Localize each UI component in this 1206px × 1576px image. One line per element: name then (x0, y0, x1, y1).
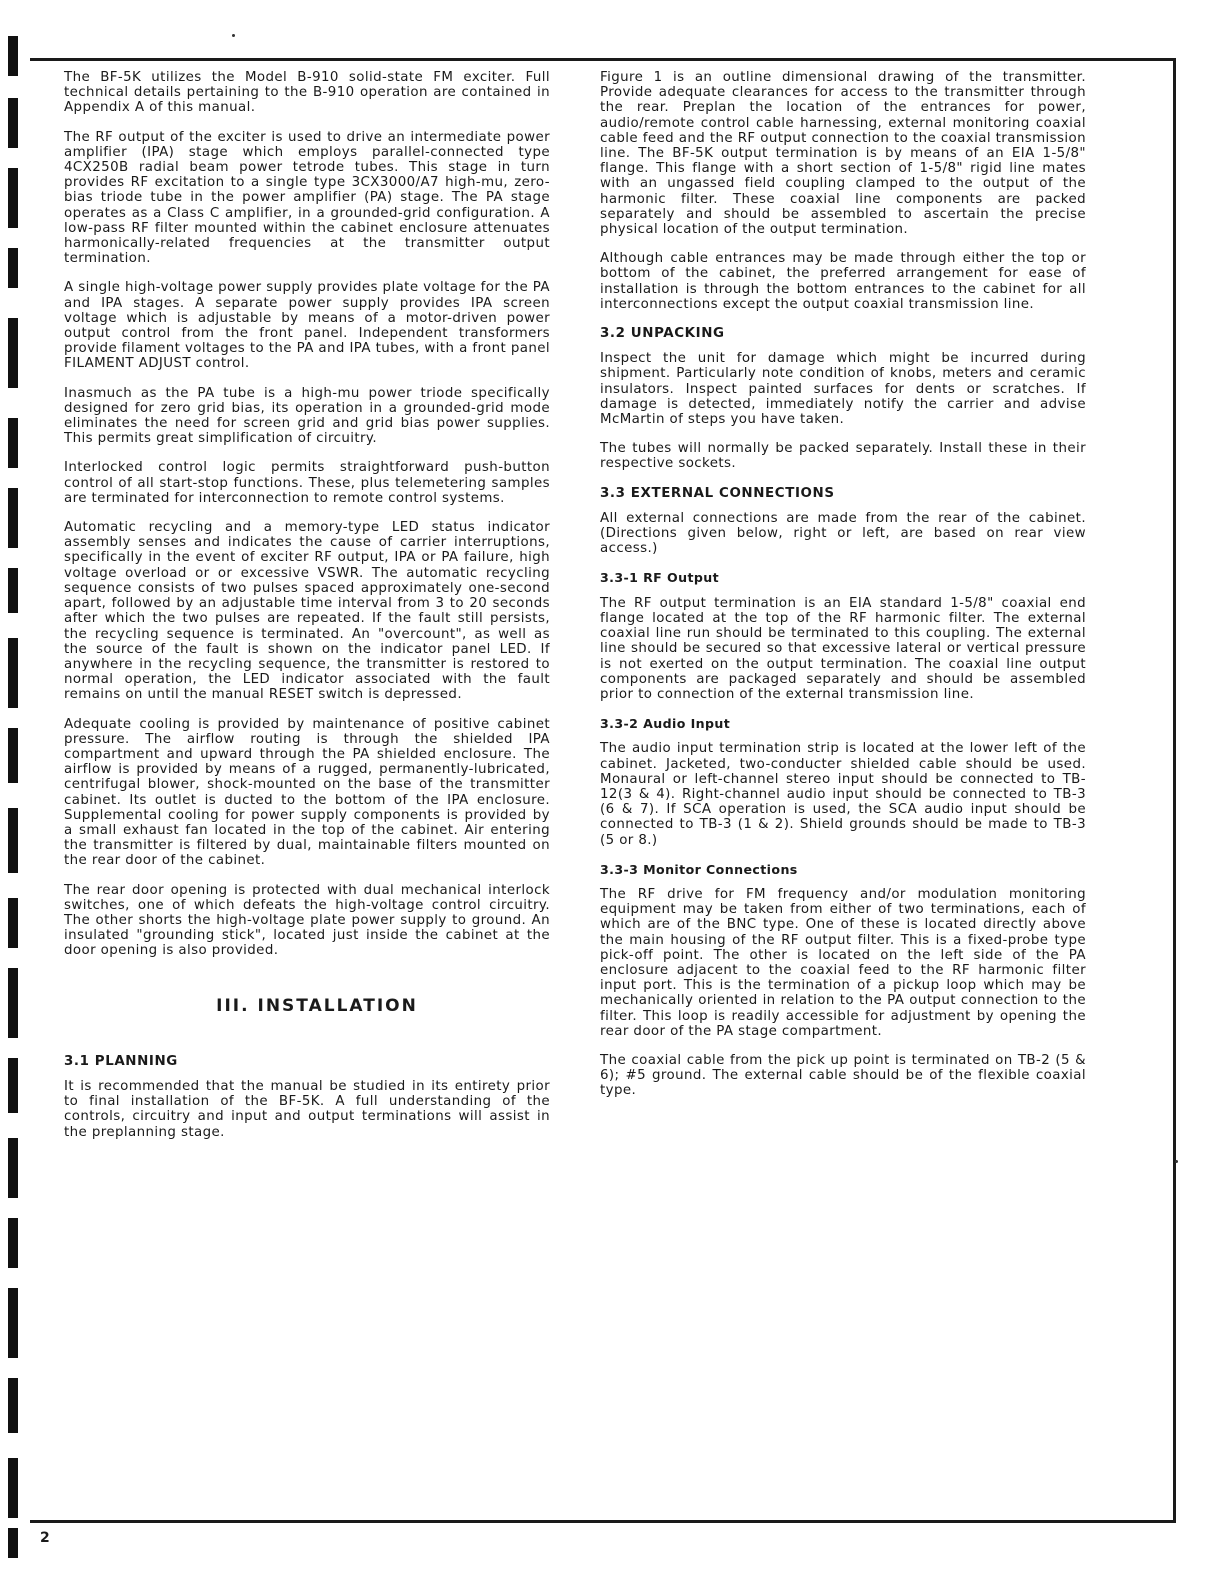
page-frame-bottom-rule (30, 1520, 1176, 1523)
paragraph-interlocked-control: Interlocked control logic permits straightforward push-button control of all start-stop functions. These, plus telemetering samples are terminated for interconnection to remote control systems. (64, 460, 550, 506)
binding-edge-marks (0, 28, 18, 1558)
paragraph-audio-input: The audio input termination strip is located at the lower left of the cabinet. Jacketed, two-conducter shielded cable should be used. Monaural or left-channel stereo input should be connected to TB-12(3 & 4). Right-channel audio input should be connected to TB-3 (6 & 7). If SCA operation is used, the SCA audio input should be connected to TB-3 (1 & 2). Shield grounds should be made to TB-3 (5 or 8.) (600, 741, 1086, 848)
speck (232, 34, 235, 37)
paragraph-monitor-connections: The RF drive for FM frequency and/or modulation monitoring equipment may be taken from either of two terminations, each of which are of the BNC type. One of these is located directly above the main housing of the RF output filter. This is a fixed-probe type pick-off point. The other is located on the left side of the PA enclosure adjacent to the coaxial feed to the RF harmonic filter input port. This is the termination of a pickup loop which may be mechanically oriented in relation to the PA output connection to the filter. This loop is readily accessible for adjustment by opening the rear door of the PA stage compartment. (600, 886, 1086, 1039)
subsection-heading-rf-output: 3.3-1 RF Output (600, 570, 720, 586)
subsection-heading-monitor-connections: 3.3-3 Monitor Connections (600, 861, 798, 877)
paragraph-external-connections: All external connections are made from the rear of the cabinet. (Directions given below, right or left, are based on rear view access.) (600, 510, 1086, 557)
section-heading-planning: 3.1 PLANNING (64, 1053, 178, 1069)
paragraph-tubes: The tubes will normally be packed separately. Install these in their respective sockets. (600, 441, 1086, 472)
paragraph-rear-door: The rear door opening is protected with dual mechanical interlock switches, one of which defeats the high-voltage control circuitry. The other shorts the high-voltage plate power supply to ground. An insulated "grounding stick", located just inside the cabinet at the door opening is also provided. (64, 882, 550, 959)
paragraph-power-supply: A single high-voltage power supply provides plate voltage for the PA and IPA stages. A separate power supply provides IPA screen voltage which is adjustable by means of a motor-driven power output control from the front panel. Independent transformers provide filament voltages to the PA and IPA tubes, with a front panel FILAMENT ADJUST control. (64, 280, 550, 372)
chapter-title: III. INSTALLATION (216, 995, 418, 1016)
left-column (64, 70, 550, 1154)
paragraph-rf-output-termination: The RF output termination is an EIA standard 1-5/8" coaxial end flange located at the top of the RF harmonic filter. The external coaxial line run should be terminated to this coupling. The external line should be secured so that excessive lateral or vertical pressure is not exerted on the output termination. The coaxial line output components are packaged separately and should be assembled prior to connection of the external transmission line. (600, 595, 1086, 702)
paragraph-planning: It is recommended that the manual be studied in its entirety prior to final installation of the BF-5K. A full understanding of the controls, circuitry and input and output terminations will assist in the preplanning stage. (64, 1078, 550, 1140)
paragraph-cooling: Adequate cooling is provided by maintenance of positive cabinet pressure. The airflow routing is through the shielded IPA compartment and upward through the PA shielded enclosure. The airflow is provided by means of a rugged, permanently-lubricated, centrifugal blower, shock-mounted on the base of the transmitter cabinet. Its outlet is ducted to the bottom of the IPA enclosure. Supplemental cooling for power supply components is provided by a small exhaust fan located in the top of the cabinet. Air entering the transmitter is filtered by dual, maintainable filters mounted on the rear door of the cabinet. (64, 716, 550, 869)
paragraph-pa-tube: Inasmuch as the PA tube is a high-mu power triode specifically designed for zero grid bias, its operation in a grounded-grid mode eliminates the need for screen grid and grid bias power supplies. This permits great simplification of circuitry. (64, 385, 550, 447)
paragraph-cable-entrances: Although cable entrances may be made through either the top or bottom of the cabinet, the preferred arrangement for ease of installation is through the bottom entrances to the cabinet for all interconnections except the output coaxial transmission line. (600, 251, 1086, 312)
paragraph-coaxial-cable: The coaxial cable from the pick up point is terminated on TB-2 (5 & 6); #5 ground. The external cable should be of the flexible coaxial type. (600, 1052, 1086, 1099)
paragraph-inspect: Inspect the unit for damage which might be incurred during shipment. Particularly note condition of knobs, meters and ceramic insulators. Inspect painted surfaces for dents or scratches. If damage is detected, immediately notify the carrier and advise McMartin of steps you have taken. (600, 351, 1086, 428)
page-frame-top-rule (30, 58, 1176, 61)
page-number: 2 (40, 1530, 50, 1546)
section-heading-unpacking: 3.2 UNPACKING (600, 326, 725, 342)
page-frame-right-rule (1173, 58, 1176, 1522)
section-heading-external-connections: 3.3 EXTERNAL CONNECTIONS (600, 485, 835, 501)
paragraph-rf-output: The RF output of the exciter is used to drive an intermediate power amplifier (IPA) stage which employs parallel-connected type 4CX250B radial beam power tetrode tubes. This stage in turn provides RF excitation to a single type 3CX3000/A7 high-mu, zero-bias triode tube in the power amplifier (PA) stage. The PA stage operates as a Class C amplifier, in a grounded-grid configuration. A low-pass RF filter mounted within the cabinet enclosure attenuates harmonically-related frequencies at the transmitter output termination. (64, 129, 550, 267)
speck (1175, 1160, 1178, 1163)
paragraph-exciter: The BF-5K utilizes the Model B-910 solid-state FM exciter. Full technical details pertaining to the B-910 operation are contained in Appendix A of this manual. (64, 70, 550, 116)
right-column (600, 70, 1086, 1113)
subsection-heading-audio-input: 3.3-2 Audio Input (600, 716, 731, 732)
paragraph-outline-drawing: Figure 1 is an outline dimensional drawing of the transmitter. Provide adequate clearances for access to the transmitter through the rear. Preplan the location of the entrances for power, audio/remote control cable harnessing, external monitoring coaxial cable feed and the RF output connection to the coaxial transmission line. The BF-5K output termination is by means of an EIA 1-5/8" flange. This flange with a short section of 1-5/8" rigid line mates with an ungassed field coupling clamped to the output of the harmonic filter. These coaxial line components are packed separately and should be assembled to ascertain the precise physical location of the output termination. (600, 70, 1086, 238)
paragraph-automatic-recycling: Automatic recycling and a memory-type LED status indicator assembly senses and indicates the cause of carrier interruptions, specifically in the event of exciter RF output, IPA or PA failure, high voltage overload or or excessive VSWR. The automatic recycling sequence consists of two pulses spaced approximately one-second apart, followed by an adjustable time interval from 3 to 20 seconds after which the two pulses are repeated. If the fault still persists, the recycling sequence is terminated. An "overcount", as well as the source of the fault is shown on the indicator panel LED. If anywhere in the recycling sequence, the transmitter is restored to normal operation, the LED indicator associated with the fault remains on until the manual RESET switch is depressed. (64, 520, 550, 703)
